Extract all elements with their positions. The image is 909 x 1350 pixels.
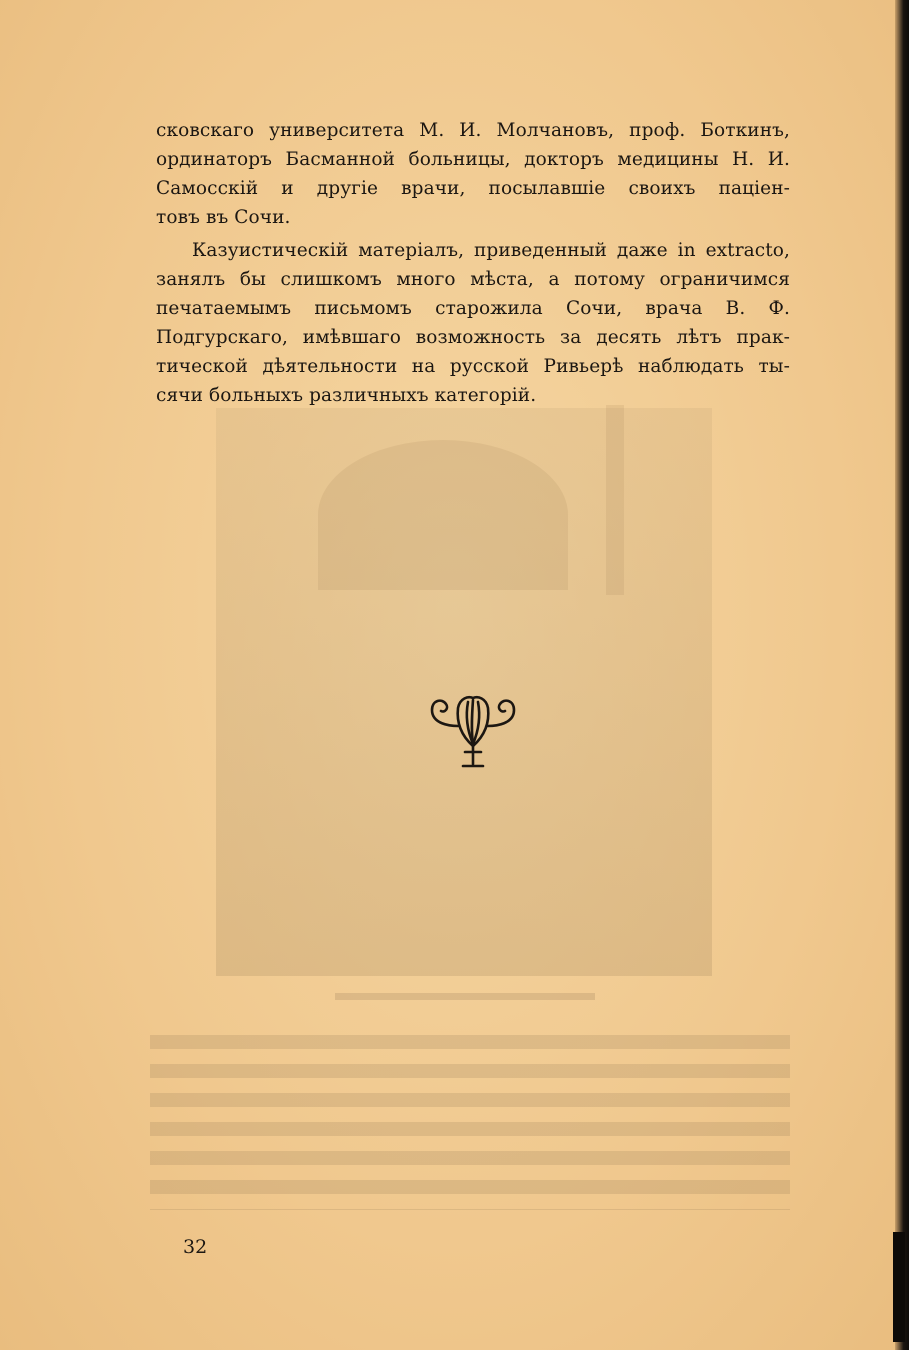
text-line: сковскаго университета М. И. Молчановъ, проф. Боткинъ,	[156, 120, 790, 141]
paragraph-2	[156, 236, 790, 410]
text-line: занялъ бы слишкомъ много мѣста, а потому ограничимся	[156, 269, 790, 290]
text-line: печатаемымъ письмомъ старожила Сочи, врача В. Ф.	[156, 298, 790, 319]
body-text	[156, 116, 790, 410]
text-line: сячи больныхъ различныхъ категорій.	[156, 385, 537, 406]
page-number: 32	[183, 1236, 208, 1258]
show-through-text	[150, 1035, 790, 1210]
scan-edge-mark	[893, 1232, 905, 1342]
text-line: Самосскій и другіе врачи, посылавшіе своихъ паціен-	[156, 178, 790, 199]
text-line: ординаторъ Басманной больницы, докторъ медицины Н. И.	[156, 149, 790, 170]
text-line: Подгурскаго, имѣвшаго возможность за десять лѣтъ прак-	[156, 327, 790, 348]
paragraph-1	[156, 116, 790, 232]
text-line: товъ въ Сочи.	[156, 207, 291, 228]
show-through-spire	[606, 405, 624, 595]
show-through-dome	[318, 440, 568, 590]
fleuron-ornament-icon	[428, 688, 518, 778]
text-line: Казуистическій матеріалъ, приведенный даже in extracto,	[192, 240, 790, 261]
text-line: тической дѣятельности на русской Ривьерѣ наблюдать ты-	[156, 356, 790, 377]
scan-edge	[895, 0, 909, 1350]
show-through-caption	[335, 993, 595, 1000]
